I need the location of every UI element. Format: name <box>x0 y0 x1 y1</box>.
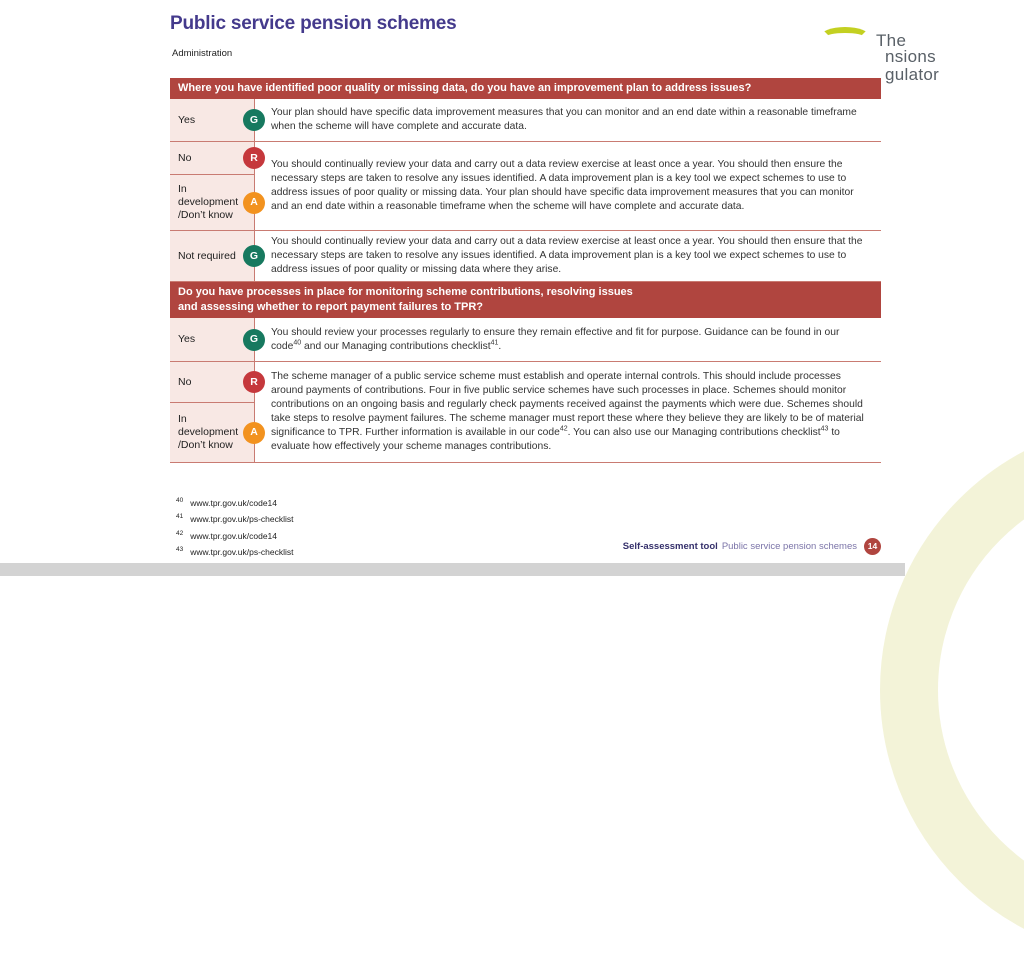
answer-label: In development /Don’t know <box>178 183 239 221</box>
guidance-text: Your plan should have specific data improvement measures that you can monitor and an end date within a reasonable timeframe when the scheme will have complete and accurate data. <box>271 107 857 132</box>
table-row <box>170 231 881 282</box>
guidance-cell <box>254 99 881 141</box>
page-subtitle: Administration <box>172 48 233 59</box>
footnote-item <box>176 543 294 559</box>
footnote-item <box>176 494 294 510</box>
footnote-link[interactable]: www.tpr.gov.uk/code14 <box>190 497 278 508</box>
grade-badge-green: G <box>243 245 265 267</box>
table-row <box>170 99 881 142</box>
table-row <box>170 318 881 362</box>
grade-badge-red: R <box>243 147 265 169</box>
guidance-cell <box>254 362 881 462</box>
footer-context-label: Public service pension schemes <box>721 541 857 552</box>
logo-text-line: The <box>876 31 907 50</box>
answer-label: In development /Don’t know <box>178 413 239 451</box>
answer-label: No <box>178 151 192 164</box>
guidance-cell <box>254 231 881 281</box>
answer-label: No <box>178 375 192 388</box>
guidance-text: You should continually review your data and carry out a data review exercise at least once a year. You should then ensure that the necessary steps are taken to resolve any issues identified. A data improvement plan is a key tool we expect schemes to use to address issues of poor quality or missing data where they arise. <box>271 236 863 275</box>
footnote-item <box>176 527 294 543</box>
table-row <box>170 142 881 231</box>
footnotes <box>176 494 294 559</box>
answer-cell <box>170 174 258 230</box>
self-assessment-table <box>170 78 881 463</box>
question-header-line: Do you have processes in place for monitoring scheme contributions, resolving issues <box>178 286 633 298</box>
answer-cell <box>170 142 258 174</box>
page-title: Public service pension schemes <box>170 13 457 34</box>
page-number-badge: 14 <box>864 538 881 555</box>
logo-text-line: gulator <box>885 65 940 84</box>
footnote-link[interactable]: www.tpr.gov.uk/ps-checklist <box>190 514 294 525</box>
answer-cell <box>170 99 259 141</box>
grade-badge-amber: A <box>243 192 265 214</box>
answer-label: Yes <box>178 333 196 345</box>
guidance-cell <box>254 142 881 230</box>
footnote-number: 42 <box>176 529 184 537</box>
question-header <box>170 282 881 318</box>
footer-tool-label: Self-assessment tool <box>622 541 718 552</box>
answer-cell <box>170 231 259 281</box>
guidance-cell <box>254 318 881 361</box>
footnote-link[interactable]: www.tpr.gov.uk/code14 <box>190 530 278 541</box>
grade-badge-green: G <box>243 329 265 351</box>
grade-badge-amber: A <box>243 422 265 444</box>
question-header <box>170 78 881 99</box>
footnote-link[interactable]: www.tpr.gov.uk/ps-checklist <box>190 546 294 557</box>
guidance-text: You should review your processes regularly to ensure they remain effective and fit for purpose. Guidance can be found in our code$^{40}$ and our Managing contributions checklist$^{41}$. <box>271 326 840 352</box>
question-header-line: Where you have identified poor quality or missing data, do you have an improvement plan to address issues? <box>178 82 752 94</box>
bottom-strip <box>0 563 905 576</box>
answer-label: Yes <box>178 113 196 126</box>
footnote-number: 41 <box>176 513 184 521</box>
logo-text-line: nsions <box>885 47 936 66</box>
guidance-text: The scheme manager of a public service scheme must establish and operate internal controls. This should include processes around payments of contributions. Four in five public service schemes have such processes in place. Schemes should monitor contributions on an ongoing basis and regularly check payments received against the payments which were due. Schemes should take steps to resolve payment failures. The scheme manager must report these where they believe they are likely to be of material significance to TPR. Further information is available in our code$^{42}$. You can also use our Managing contributions checklist$^{43}$ to evaluate how effectively your scheme manages contributions. <box>271 371 864 452</box>
answer-cell <box>170 318 259 361</box>
footer <box>623 538 881 555</box>
logo-arc-icon <box>820 27 870 47</box>
guidance-text: You should continually review your data and carry out a data review exercise at least once a year. You should then ensure the necessary steps are taken to resolve any issues identified. A data improvement plan is a key tool we expect schemes to use to address issues of poor quality or missing data. Your plan should have specific data improvement measures that you can monitor and an end date within a reasonable timeframe when the scheme will have complete and accurate data. <box>271 159 854 212</box>
footnote-item <box>176 510 294 526</box>
footnote-number: 43 <box>176 545 184 553</box>
answer-cell <box>170 402 258 462</box>
table-row <box>170 362 881 463</box>
answer-cell <box>170 362 258 402</box>
footnote-number: 40 <box>176 497 184 504</box>
grade-badge-green: G <box>243 109 265 131</box>
decorative-swoosh <box>880 420 1024 960</box>
grade-badge-red: R <box>243 371 265 393</box>
question-header-line: and assessing whether to report payment failures to TPR? <box>178 301 484 313</box>
answer-label: Not required <box>178 249 236 262</box>
